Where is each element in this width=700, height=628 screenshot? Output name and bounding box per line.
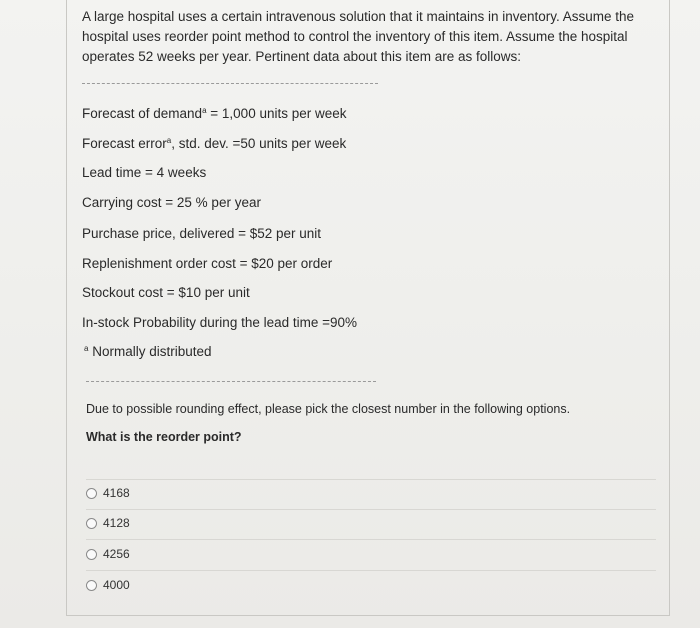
lead-time-line: Lead time = 4 weeks	[82, 165, 207, 180]
radio-button[interactable]	[86, 549, 97, 560]
radio-button[interactable]	[86, 488, 97, 499]
option-4[interactable]	[86, 578, 130, 592]
replenishment-cost-line: Replenishment order cost = $20 per order	[82, 256, 333, 271]
option-separator	[86, 570, 656, 571]
footnote-line: $^a$ Normally distributed	[84, 344, 212, 359]
question-prompt: What is the reorder point?	[86, 430, 242, 444]
option-label: 4000	[103, 578, 130, 592]
dashed-divider-top	[82, 83, 378, 84]
stockout-cost-line: Stockout cost = $10 per unit	[82, 285, 250, 300]
option-label: 4256	[103, 547, 130, 561]
option-1[interactable]	[86, 486, 130, 500]
option-separator	[86, 509, 656, 510]
forecast-error-line: Forecast error$^a$, std. dev. =50 units per week	[82, 136, 347, 151]
purchase-price-line: Purchase price, delivered = $52 per unit	[82, 226, 322, 241]
carrying-cost-line: Carrying cost = 25 % per year	[82, 195, 261, 210]
option-3[interactable]	[86, 547, 130, 561]
option-label: 4168	[103, 486, 130, 500]
option-separator	[86, 539, 656, 540]
problem-intro: A large hospital uses a certain intravenous solution that it maintains in inventory. Assume the hospital uses reorder point method to control the inventory of this item. Assume the hospital operates 52 weeks per year. Pertinent data about this item are as follows:	[82, 9, 635, 64]
rounding-note: Due to possible rounding effect, please pick the closest number in the following options.	[86, 402, 571, 416]
radio-button[interactable]	[86, 518, 97, 529]
dashed-divider-bottom	[86, 381, 376, 382]
option-2[interactable]	[86, 516, 130, 530]
in-stock-probability-line: In-stock Probability during the lead time =90%	[82, 315, 358, 330]
radio-button[interactable]	[86, 580, 97, 591]
forecast-demand-line: Forecast of demand$^a$ = 1,000 units per week	[82, 106, 347, 121]
option-label: 4128	[103, 516, 130, 530]
question-card	[66, 0, 670, 616]
options-separator-top	[86, 479, 656, 480]
